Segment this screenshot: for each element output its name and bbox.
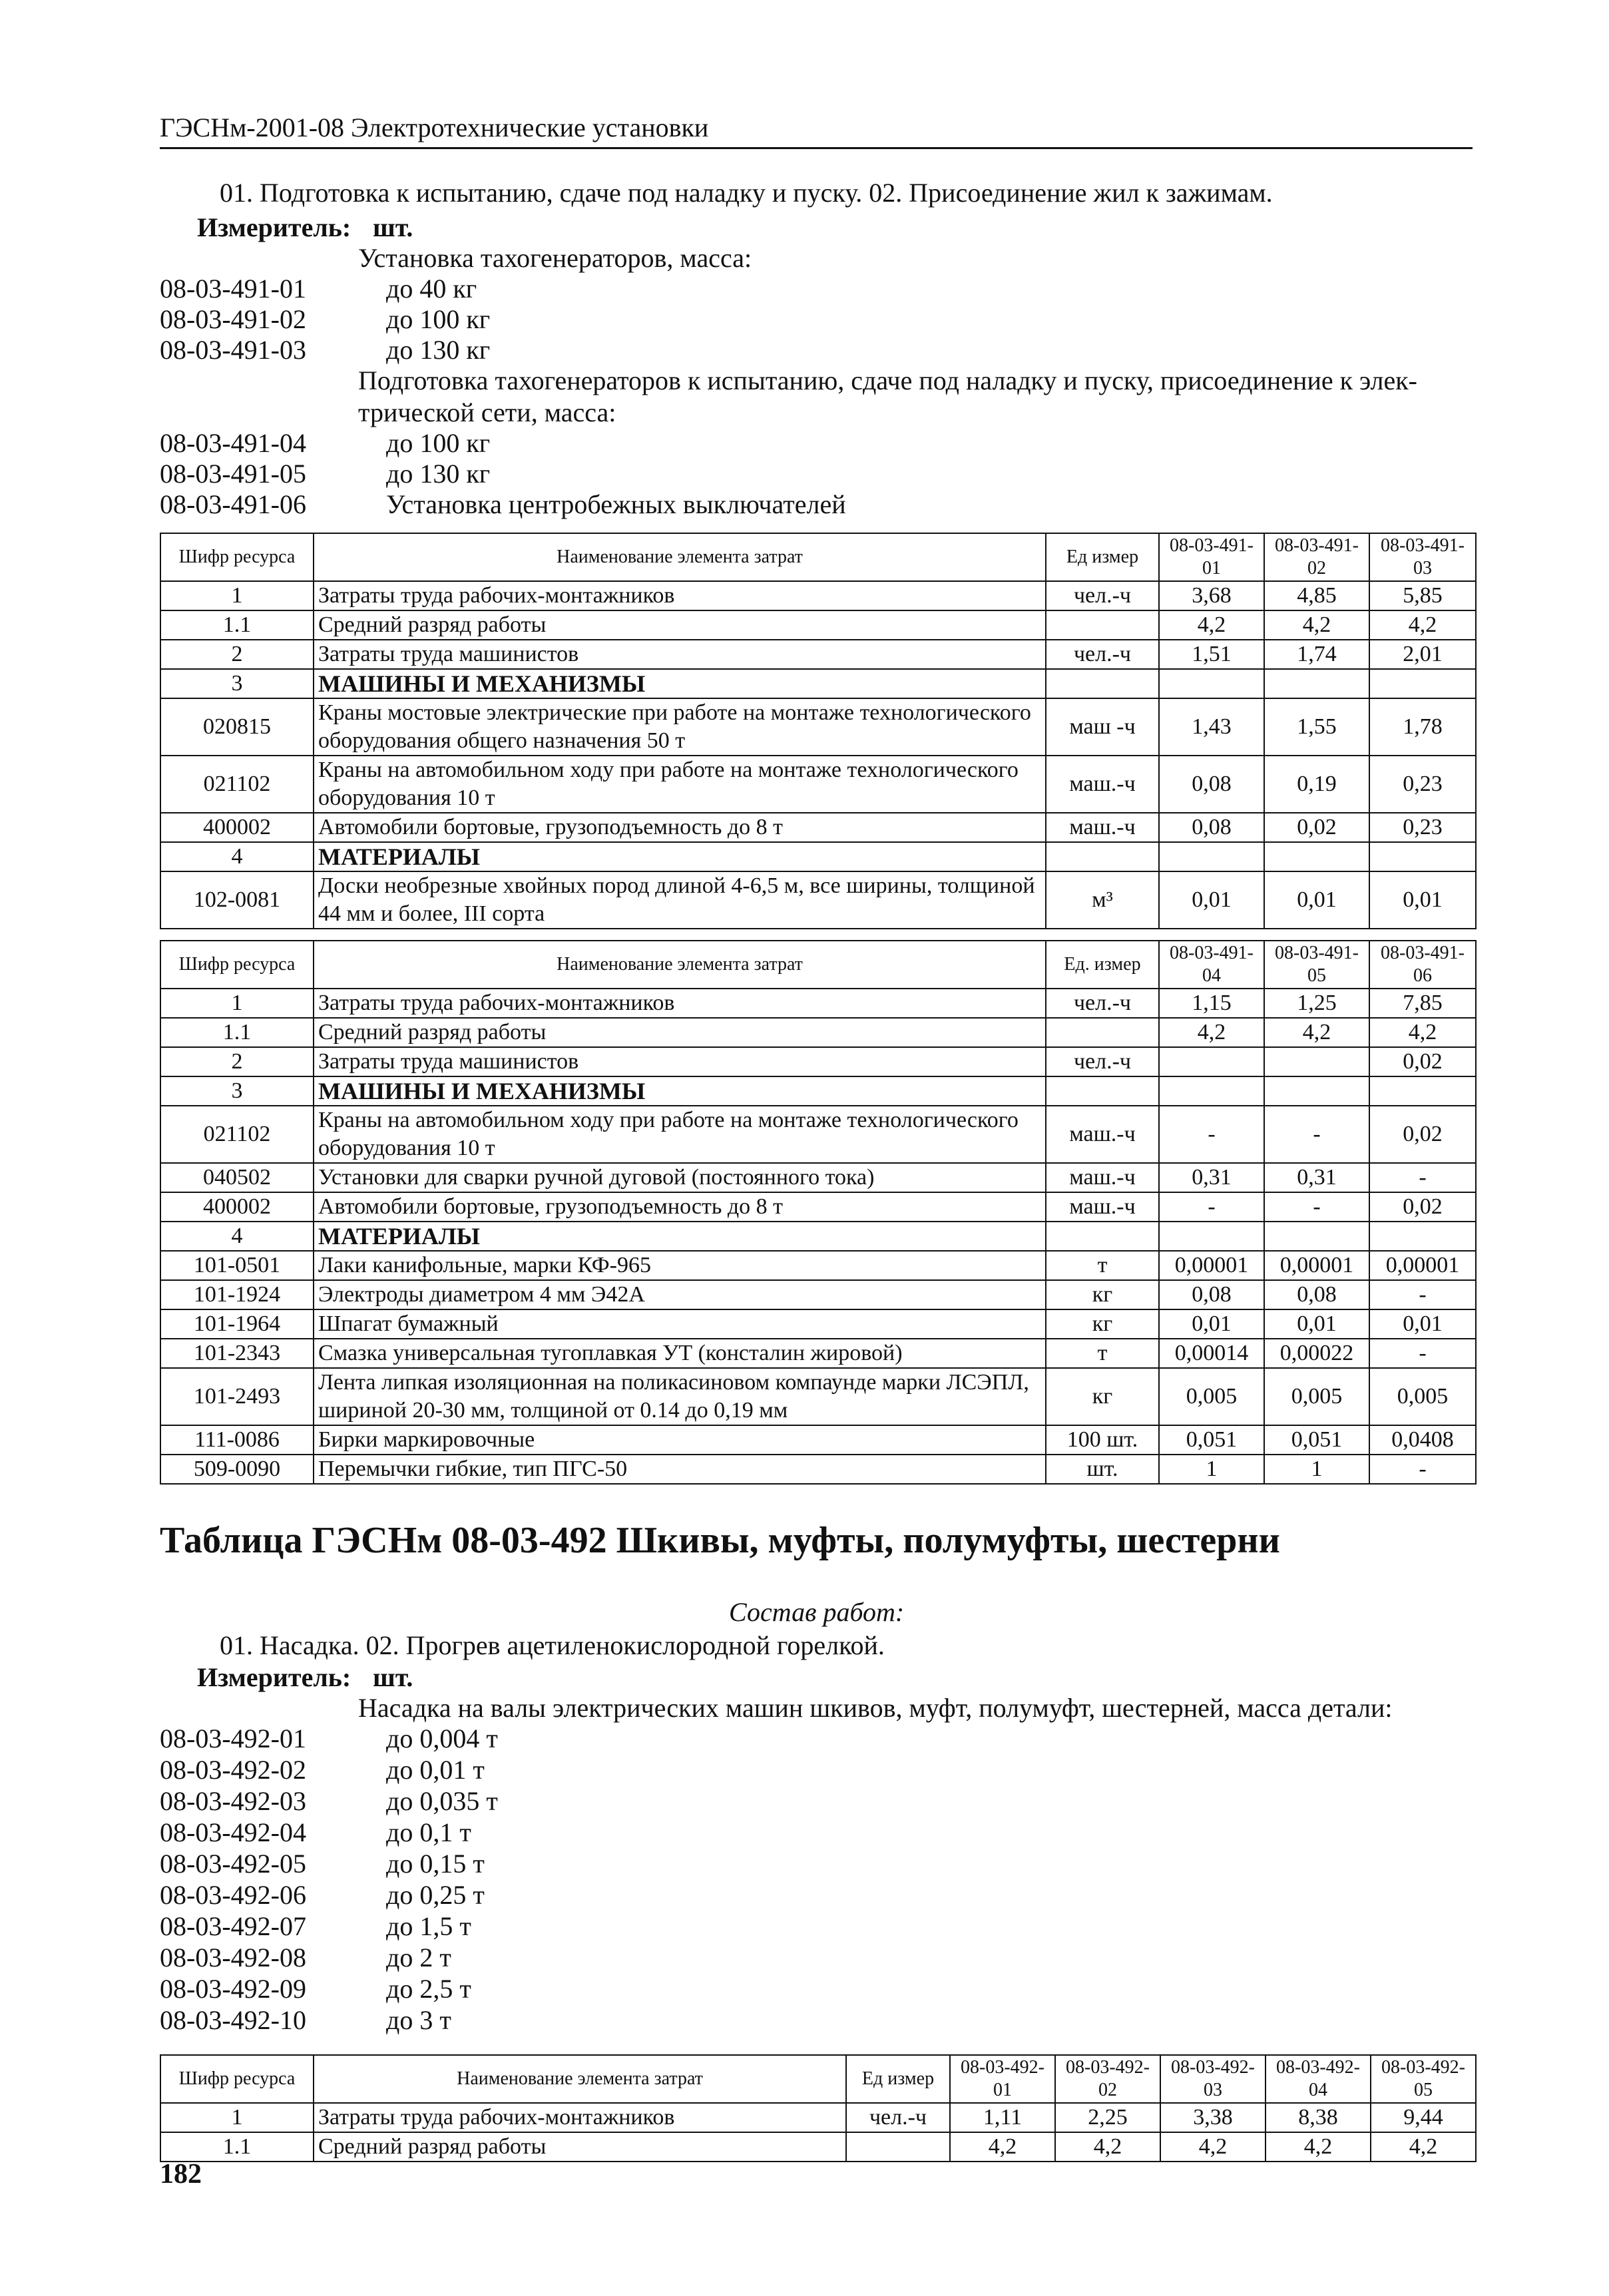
- cell-value: [1159, 1047, 1264, 1076]
- cell-name: Затраты труда рабочих-монтажников: [314, 2103, 846, 2132]
- norm-description: до 0,1 т: [386, 1817, 471, 1847]
- cell-value: 0,01: [1264, 1309, 1369, 1339]
- table-row: [160, 698, 1476, 756]
- cell-value: 3,68: [1159, 581, 1264, 610]
- table-row: [160, 1018, 1476, 1047]
- cell-value: 2,25: [1055, 2103, 1160, 2132]
- norm-description: до 0,25 т: [386, 1880, 485, 1910]
- table-row: [160, 640, 1476, 669]
- cell-cipher: 102-0081: [160, 871, 314, 929]
- cell-value: [1264, 669, 1369, 698]
- cell-value: -: [1369, 1163, 1476, 1192]
- cell-name: Затраты труда рабочих-монтажников: [314, 989, 1046, 1018]
- norm-description: до 130 кг: [386, 459, 491, 489]
- cell-cipher: 3: [160, 669, 314, 698]
- meter-label-492: Измеритель:: [197, 1662, 351, 1692]
- cell-value: 0,00001: [1159, 1251, 1264, 1280]
- norm-code: 08-03-492-08: [160, 1943, 306, 1972]
- norm-description: до 0,004 т: [386, 1723, 498, 1753]
- norm-description: до 2,5 т: [386, 1974, 471, 2004]
- cell-unit: [1046, 669, 1159, 698]
- cell-unit: чел.-ч: [846, 2103, 950, 2132]
- cell-value: -: [1159, 1106, 1264, 1163]
- cell-value: 0,051: [1159, 1425, 1264, 1455]
- table-row: [160, 1368, 1476, 1425]
- cell-name: Лента липкая изоляционная на поликасиновом компаунде марки ЛСЭПЛ, шириной 20-30 мм, толщиной от 0.14 до 0,19 мм: [314, 1368, 1046, 1425]
- norm-description: до 40 кг: [386, 274, 477, 304]
- cell-name: Средний разряд работы: [314, 2132, 846, 2162]
- cell-cipher: 021102: [160, 1106, 314, 1163]
- norm-code: 08-03-491-05: [160, 459, 306, 489]
- cell-unit: маш.-ч: [1046, 1106, 1159, 1163]
- cell-value: 1,51: [1159, 640, 1264, 669]
- cell-value: 0,00001: [1264, 1251, 1369, 1280]
- norm-code: 08-03-492-05: [160, 1849, 306, 1879]
- cell-unit: маш.-ч: [1046, 1192, 1159, 1222]
- table-row: [160, 1309, 1476, 1339]
- table-section-row: [160, 669, 1476, 698]
- norm-code: 08-03-491-06: [160, 489, 306, 519]
- norm-code: 08-03-492-03: [160, 1786, 306, 1816]
- cell-value: 0,08: [1159, 1280, 1264, 1309]
- cell-value: -: [1264, 1192, 1369, 1222]
- norm-code: 08-03-492-02: [160, 1755, 306, 1785]
- norm-description: до 3 т: [386, 2005, 451, 2035]
- cell-name: Затраты труда рабочих-монтажников: [314, 581, 1046, 610]
- cell-name: Электроды диаметром 4 мм Э42А: [314, 1280, 1046, 1309]
- cell-value: 0,01: [1159, 871, 1264, 929]
- column-header-norm: 08-03-491-02: [1264, 533, 1369, 581]
- cell-value: 4,85: [1264, 581, 1369, 610]
- resource-table-491-01-03: [160, 533, 1477, 929]
- cell-name: Доски необрезные хвойных пород длиной 4-6,5 м, все ширины, толщиной 44 мм и более, III сорта: [314, 871, 1046, 929]
- cell-unit: [1046, 1222, 1159, 1251]
- column-header-name: Наименование элемента затрат: [314, 2055, 846, 2103]
- cell-value: 0,005: [1159, 1368, 1264, 1425]
- cell-value: 4,2: [1264, 610, 1369, 640]
- cell-cipher: 1: [160, 989, 314, 1018]
- cell-unit: [846, 2132, 950, 2162]
- cell-value: 0,01: [1369, 1309, 1476, 1339]
- norm-description: до 2 т: [386, 1943, 451, 1972]
- cell-cipher: 400002: [160, 1192, 314, 1222]
- cell-unit: [1046, 1076, 1159, 1106]
- cell-name: Перемычки гибкие, тип ПГС-50: [314, 1455, 1046, 1484]
- meter-label-491: Измеритель:: [197, 212, 351, 242]
- table-row: [160, 1251, 1476, 1280]
- cell-value: [1264, 1222, 1369, 1251]
- cell-unit: м³: [1046, 871, 1159, 929]
- table-row: [160, 1455, 1476, 1484]
- cell-value: 0,01: [1369, 871, 1476, 929]
- group-heading-492: Насадка на валы электрических машин шкивов, муфт, полумуфт, шестерней, масса детали:: [358, 1693, 1393, 1723]
- cell-cipher: 3: [160, 1076, 314, 1106]
- cell-value: 0,01: [1264, 871, 1369, 929]
- cell-unit: чел.-ч: [1046, 640, 1159, 669]
- cell-name: Автомобили бортовые, грузоподъемность до 8 т: [314, 813, 1046, 842]
- norm-code: 08-03-491-03: [160, 335, 306, 365]
- cell-value: 0,02: [1369, 1047, 1476, 1076]
- norm-code: 08-03-491-02: [160, 304, 306, 334]
- cell-cipher: 101-2343: [160, 1339, 314, 1368]
- table-title-492: Таблица ГЭСНм 08-03-492 Шкивы, муфты, полумуфты, шестерни: [160, 1520, 1280, 1561]
- cell-value: 0,005: [1369, 1368, 1476, 1425]
- cell-value: 3,38: [1160, 2103, 1265, 2132]
- column-header-norm: 08-03-491-06: [1369, 941, 1476, 989]
- cell-unit: маш.-ч: [1046, 1163, 1159, 1192]
- cell-name: Шпагат бумажный: [314, 1309, 1046, 1339]
- cell-value: 1,55: [1264, 698, 1369, 756]
- column-header-cipher: Шифр ресурса: [160, 941, 314, 989]
- cell-value: 2,01: [1369, 640, 1476, 669]
- cell-name: Краны мостовые электрические при работе на монтаже технологического оборудования общего назначения 50 т: [314, 698, 1046, 756]
- table-row: [160, 1339, 1476, 1368]
- cell-value: 0,02: [1369, 1106, 1476, 1163]
- column-header-norm: 08-03-492-03: [1160, 2055, 1265, 2103]
- cell-name: Затраты труда машинистов: [314, 1047, 1046, 1076]
- group-heading-491-prep-line2: трической сети, масса:: [358, 397, 616, 427]
- cell-value: 4,2: [1264, 1018, 1369, 1047]
- norm-code: 08-03-492-09: [160, 1974, 306, 2004]
- cell-cipher: 020815: [160, 698, 314, 756]
- cell-value: 4,2: [1159, 1018, 1264, 1047]
- cell-value: [1264, 842, 1369, 871]
- cell-value: -: [1159, 1192, 1264, 1222]
- cell-name: Лаки канифольные, марки КФ-965: [314, 1251, 1046, 1280]
- cell-unit: [1046, 610, 1159, 640]
- cell-cipher: 2: [160, 640, 314, 669]
- cell-cipher: 101-2493: [160, 1368, 314, 1425]
- cell-value: 0,19: [1264, 756, 1369, 813]
- table-row: [160, 1163, 1476, 1192]
- cell-unit: маш -ч: [1046, 698, 1159, 756]
- table-row: [160, 1425, 1476, 1455]
- cell-name: Смазка универсальная тугоплавкая УТ (консталин жировой): [314, 1339, 1046, 1368]
- cell-cipher: 509-0090: [160, 1455, 314, 1484]
- cell-value: [1159, 842, 1264, 871]
- cell-value: [1159, 1076, 1264, 1106]
- norm-description: до 100 кг: [386, 304, 491, 334]
- cell-value: 4,2: [1159, 610, 1264, 640]
- cell-value: 0,31: [1159, 1163, 1264, 1192]
- work-composition-492: 01. Насадка. 02. Прогрев ацетиленокислородной горелкой.: [220, 1630, 885, 1660]
- cell-value: 1,15: [1159, 989, 1264, 1018]
- cell-cipher: 1.1: [160, 610, 314, 640]
- cell-value: -: [1369, 1339, 1476, 1368]
- column-header-norm: 08-03-492-01: [950, 2055, 1055, 2103]
- cell-cipher: 2: [160, 1047, 314, 1076]
- group-heading-491-install: Установка тахогенераторов, масса:: [358, 243, 752, 273]
- cell-value: 4,2: [950, 2132, 1055, 2162]
- cell-cipher: 4: [160, 842, 314, 871]
- cell-unit: т: [1046, 1251, 1159, 1280]
- cell-value: 1,43: [1159, 698, 1264, 756]
- norm-description: до 130 кг: [386, 335, 491, 365]
- cell-cipher: 101-0501: [160, 1251, 314, 1280]
- cell-name: Затраты труда машинистов: [314, 640, 1046, 669]
- running-header: ГЭСНм-2001-08 Электротехнические установки: [160, 112, 1473, 149]
- cell-unit: шт.: [1046, 1455, 1159, 1484]
- table-row: [160, 1047, 1476, 1076]
- column-header-cipher: Шифр ресурса: [160, 2055, 314, 2103]
- norm-description: до 1,5 т: [386, 1911, 471, 1941]
- cell-value: 0,23: [1369, 756, 1476, 813]
- table-section-row: [160, 1076, 1476, 1106]
- cell-name: Средний разряд работы: [314, 1018, 1046, 1047]
- cell-name: Установки для сварки ручной дуговой (постоянного тока): [314, 1163, 1046, 1192]
- cell-value: [1369, 1222, 1476, 1251]
- cell-value: [1159, 1222, 1264, 1251]
- cell-value: 4,2: [1160, 2132, 1265, 2162]
- cell-unit: т: [1046, 1339, 1159, 1368]
- norm-description: Установка центробежных выключателей: [386, 489, 846, 519]
- column-header-unit: Ед измер: [846, 2055, 950, 2103]
- table-row: [160, 2103, 1476, 2132]
- cell-cipher: 400002: [160, 813, 314, 842]
- cell-value: -: [1369, 1455, 1476, 1484]
- table-row: [160, 2132, 1476, 2162]
- cell-name: Краны на автомобильном ходу при работе на монтаже технологического оборудования 10 т: [314, 756, 1046, 813]
- cell-cipher: 040502: [160, 1163, 314, 1192]
- cell-cipher: 101-1964: [160, 1309, 314, 1339]
- meter-value-491: шт.: [373, 212, 413, 242]
- norm-code: 08-03-492-01: [160, 1723, 306, 1753]
- cell-value: -: [1369, 1280, 1476, 1309]
- resource-table-492-01-05: [160, 2054, 1477, 2162]
- cell-value: 0,08: [1264, 1280, 1369, 1309]
- norm-code: 08-03-491-04: [160, 428, 306, 458]
- table-header-row: [160, 941, 1476, 989]
- norm-code: 08-03-492-04: [160, 1817, 306, 1847]
- cell-value: 0,051: [1264, 1425, 1369, 1455]
- cell-cipher: 1.1: [160, 2132, 314, 2162]
- norm-description: до 0,035 т: [386, 1786, 498, 1816]
- cell-cipher: 1.1: [160, 1018, 314, 1047]
- cell-value: 4,2: [1369, 1018, 1476, 1047]
- cell-value: [1369, 842, 1476, 871]
- table-section-row: [160, 842, 1476, 871]
- cell-cipher: 4: [160, 1222, 314, 1251]
- cell-name: Средний разряд работы: [314, 610, 1046, 640]
- column-header-norm: 08-03-491-03: [1369, 533, 1476, 581]
- cell-value: 7,85: [1369, 989, 1476, 1018]
- cell-unit: кг: [1046, 1368, 1159, 1425]
- meter-value-492: шт.: [373, 1662, 413, 1692]
- cell-unit: чел.-ч: [1046, 1047, 1159, 1076]
- column-header-norm: 08-03-492-04: [1265, 2055, 1371, 2103]
- cell-unit: кг: [1046, 1309, 1159, 1339]
- cell-name: Бирки маркировочные: [314, 1425, 1046, 1455]
- cell-value: [1264, 1047, 1369, 1076]
- cell-value: 4,2: [1055, 2132, 1160, 2162]
- cell-name: МАШИНЫ И МЕХАНИЗМЫ: [314, 1076, 1046, 1106]
- cell-value: 0,08: [1159, 813, 1264, 842]
- table-row: [160, 756, 1476, 813]
- column-header-norm: 08-03-491-05: [1264, 941, 1369, 989]
- cell-cipher: 021102: [160, 756, 314, 813]
- cell-unit: маш.-ч: [1046, 813, 1159, 842]
- norm-description: до 0,01 т: [386, 1755, 485, 1785]
- cell-unit: маш.-ч: [1046, 756, 1159, 813]
- norm-code: 08-03-492-07: [160, 1911, 306, 1941]
- cell-value: 1,25: [1264, 989, 1369, 1018]
- cell-value: 0,23: [1369, 813, 1476, 842]
- cell-value: -: [1264, 1106, 1369, 1163]
- column-header-norm: 08-03-491-01: [1159, 533, 1264, 581]
- table-header-row: [160, 533, 1476, 581]
- cell-cipher: 1: [160, 581, 314, 610]
- table-row: [160, 1106, 1476, 1163]
- column-header-norm: 08-03-492-05: [1371, 2055, 1476, 2103]
- cell-unit: чел.-ч: [1046, 989, 1159, 1018]
- work-composition-491: 01. Подготовка к испытанию, сдаче под наладку и пуску. 02. Присоединение жил к зажимам.: [220, 178, 1273, 208]
- cell-value: 0,31: [1264, 1163, 1369, 1192]
- cell-value: [1264, 1076, 1369, 1106]
- cell-unit: [1046, 1018, 1159, 1047]
- cell-cipher: 101-1924: [160, 1280, 314, 1309]
- composition-label: Состав работ:: [729, 1597, 905, 1627]
- norm-code: 08-03-491-01: [160, 274, 306, 304]
- norm-code: 08-03-492-06: [160, 1880, 306, 1910]
- cell-value: 4,2: [1371, 2132, 1476, 2162]
- table-row: [160, 871, 1476, 929]
- cell-unit: чел.-ч: [1046, 581, 1159, 610]
- cell-unit: кг: [1046, 1280, 1159, 1309]
- cell-value: 0,00022: [1264, 1339, 1369, 1368]
- norm-code: 08-03-492-10: [160, 2005, 306, 2035]
- norm-description: до 0,15 т: [386, 1849, 485, 1879]
- cell-value: 0,0408: [1369, 1425, 1476, 1455]
- cell-value: 4,2: [1265, 2132, 1371, 2162]
- column-header-cipher: Шифр ресурса: [160, 533, 314, 581]
- table-row: [160, 581, 1476, 610]
- column-header-name: Наименование элемента затрат: [314, 533, 1046, 581]
- table-row: [160, 1192, 1476, 1222]
- column-header-name: Наименование элемента затрат: [314, 941, 1046, 989]
- cell-name: МАТЕРИАЛЫ: [314, 842, 1046, 871]
- column-header-unit: Ед измер: [1046, 533, 1159, 581]
- cell-unit: [1046, 842, 1159, 871]
- cell-value: 0,01: [1159, 1309, 1264, 1339]
- table-header-row: [160, 2055, 1476, 2103]
- cell-value: 1,74: [1264, 640, 1369, 669]
- column-header-norm: 08-03-491-04: [1159, 941, 1264, 989]
- cell-name: Краны на автомобильном ходу при работе на монтаже технологического оборудования 10 т: [314, 1106, 1046, 1163]
- cell-value: 0,08: [1159, 756, 1264, 813]
- cell-value: [1159, 669, 1264, 698]
- cell-value: [1369, 1076, 1476, 1106]
- cell-value: 1: [1159, 1455, 1264, 1484]
- cell-cipher: 111-0086: [160, 1425, 314, 1455]
- cell-value: 0,005: [1264, 1368, 1369, 1425]
- table-row: [160, 1280, 1476, 1309]
- cell-value: 4,2: [1369, 610, 1476, 640]
- column-header-norm: 08-03-492-02: [1055, 2055, 1160, 2103]
- cell-value: 0,02: [1264, 813, 1369, 842]
- table-row: [160, 610, 1476, 640]
- cell-value: 8,38: [1265, 2103, 1371, 2132]
- cell-name: МАТЕРИАЛЫ: [314, 1222, 1046, 1251]
- norm-description: до 100 кг: [386, 428, 491, 458]
- cell-value: 1,11: [950, 2103, 1055, 2132]
- column-header-unit: Ед. измер: [1046, 941, 1159, 989]
- cell-value: 5,85: [1369, 581, 1476, 610]
- cell-name: Автомобили бортовые, грузоподъемность до 8 т: [314, 1192, 1046, 1222]
- cell-value: 1: [1264, 1455, 1369, 1484]
- cell-value: 0,00014: [1159, 1339, 1264, 1368]
- table-section-row: [160, 1222, 1476, 1251]
- cell-value: 1,78: [1369, 698, 1476, 756]
- cell-value: [1369, 669, 1476, 698]
- table-row: [160, 813, 1476, 842]
- cell-value: 0,00001: [1369, 1251, 1476, 1280]
- group-heading-491-prep-line1: Подготовка тахогенераторов к испытанию, сдаче под наладку и пуску, присоединение к элек-: [358, 365, 1417, 395]
- cell-name: МАШИНЫ И МЕХАНИЗМЫ: [314, 669, 1046, 698]
- table-row: [160, 989, 1476, 1018]
- cell-value: 9,44: [1371, 2103, 1476, 2132]
- page-number: 182: [160, 2159, 202, 2189]
- cell-value: 0,02: [1369, 1192, 1476, 1222]
- cell-unit: 100 шт.: [1046, 1425, 1159, 1455]
- resource-table-491-04-06: [160, 940, 1477, 1485]
- cell-cipher: 1: [160, 2103, 314, 2132]
